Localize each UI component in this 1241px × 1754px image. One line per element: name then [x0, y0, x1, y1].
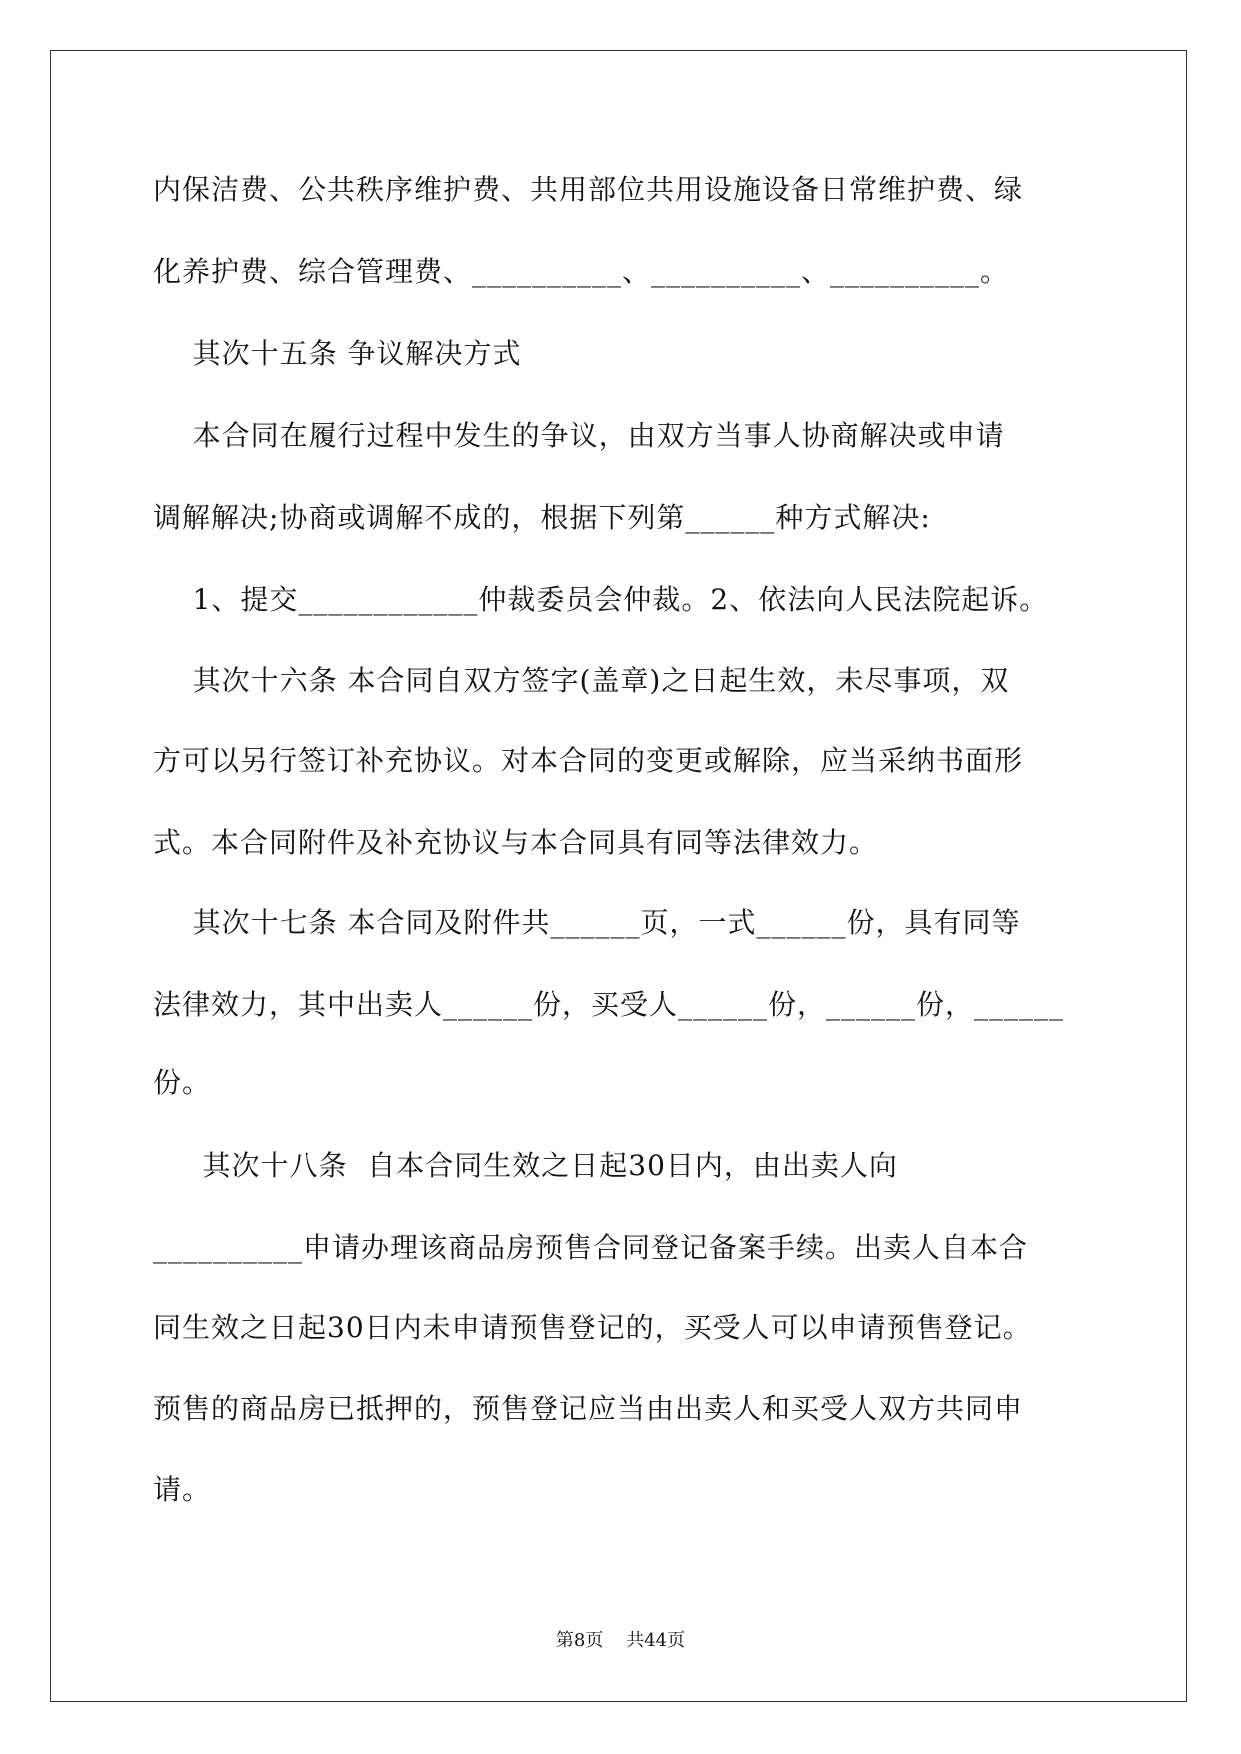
text-line: 内保洁费、公共秩序维护费、共用部位共用设施设备日常维护费、绿 [153, 173, 1024, 206]
text-line: 请。 [153, 1473, 212, 1506]
text-line: 份。 [153, 1066, 212, 1099]
text-line: 预售的商品房已抵押的，预售登记应当由出卖人和买受人双方共同申 [153, 1392, 1024, 1425]
text-line: 化养护费、综合管理费、__________、__________、__________。 [153, 255, 1010, 288]
text-line: 其次十六条 本合同自双方签字(盖章)之日起生效，未尽事项，双 [153, 664, 1010, 697]
page-border [50, 50, 1187, 1702]
text-line: 1、提交____________仲裁委员会仲裁。2、依法向人民法院起诉。 [153, 583, 1049, 616]
page-number-footer: 第8页 共44页 [555, 1630, 686, 1651]
section-heading: 其次十五条 争议解决方式 [153, 337, 522, 370]
text-line: 式。本合同附件及补充协议与本合同具有同等法律效力。 [153, 826, 879, 859]
text-line: 方可以另行签订补充协议。对本合同的变更或解除，应当采纳书面形 [153, 744, 1024, 777]
text-line: 其次十七条 本合同及附件共______页，一式______份，具有同等 [153, 906, 1021, 939]
text-line: __________申请办理该商品房预售合同登记备案手续。出卖人自本合 [153, 1231, 1029, 1264]
text-line: 法律效力，其中出卖人______份，买受人______份，______份，______ [153, 988, 1065, 1021]
text-line: 其次十八条 自本合同生效之日起30日内，由出卖人向 [153, 1149, 898, 1182]
text-line: 调解解决;协商或调解不成的，根据下列第______种方式解决: [153, 501, 931, 534]
text-line: 本合同在履行过程中发生的争议，由双方当事人协商解决或申请 [153, 419, 1005, 452]
text-line: 同生效之日起30日内未申请预售登记的，买受人可以申请预售登记。 [153, 1311, 1032, 1344]
